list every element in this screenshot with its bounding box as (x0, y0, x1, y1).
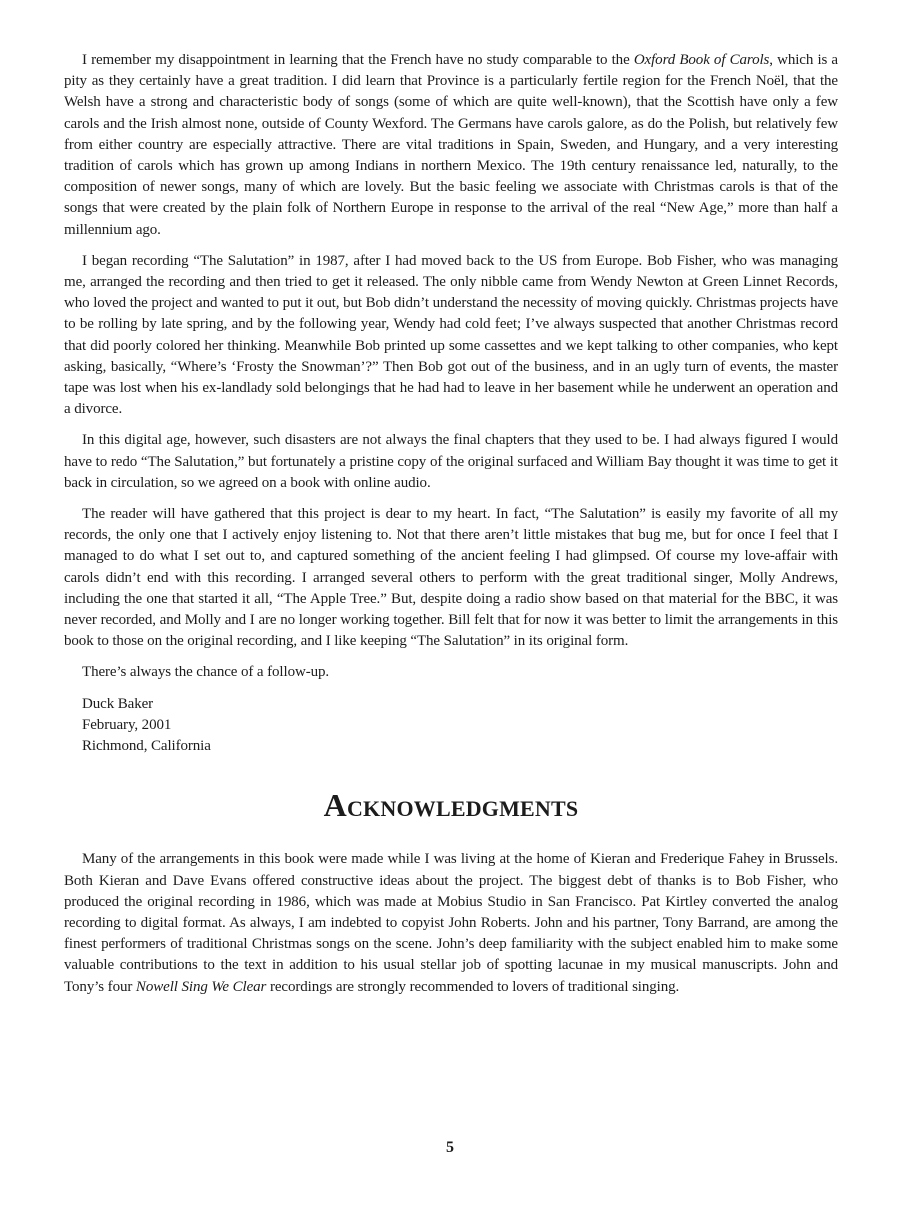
signature-place: Richmond, California (82, 738, 211, 755)
paragraph: I remember my disappointment in learning that the French have no study comparable to the Oxford Book of Carols, which is a pity as they certainly have a great tradition. I did learn that Province is a particularly fertile region for the French Noël, that the Welsh have a strong and characteristic body of songs (some of which are quite well-known), that the Scottish have only a few carols and the Irish almost none, outside of County Wexford. The Germans have carols galore, as do the Polish, but relatively few from either country are especially attractive. There are vital traditions in Spain, Sweden, and Hungary, and a very interesting tradition of carols which has grown up among Indians in northern Mexico. The 19th century renaissance led, naturally, to the composition of newer songs, many of which are lovely. But the basic feeling we associate with Christmas carols is that of the songs that were created by the plain folk of Northern Europe in response to the arrival of the real “New Age,” more than half a millennium ago. (64, 52, 838, 238)
acknowledgments-paragraph: Many of the arrangements in this book were made while I was living at the home of Kieran and Frederique Fahey in Brussels. Both Kieran and Dave Evans offered constructive ideas about the project. The biggest debt of thanks is to Bob Fisher, who produced the original recording in 1986, which was made at Mobius Studio in San Francisco. Pat Kirtley converted the analog recording to digital format. As always, I am indebted to copyist John Roberts. John and his partner, Tony Barrand, are among the finest performers of traditional Christmas songs on the scene. John’s deep familiarity with the subject enabled him to make some valuable contributions to the text in addition to his usual stellar job of spotting lacunae in my musical manuscripts. John and Tony’s four Nowell Sing We Clear recordings are strongly recommended to lovers of traditional singing. (64, 851, 838, 995)
signature-date: February, 2001 (82, 716, 172, 733)
paragraph: The reader will have gathered that this project is dear to my heart. In fact, “The Salutation” is easily my favorite of all my records, the only one that I actively enjoy listening to. Not that there aren’t little mistakes that bug me, but for once I feel that I managed to do what I set out to, and captured something of the ancient feeling I had glimpsed. Of course my love-affair with carols didn’t end with this recording. I arranged several others to perform with the great traditional singer, Molly Andrews, including the one that started it all, “The Apple Tree.” But, despite doing a radio show based on that material for the BBC, it was never recorded, and Molly and I are no longer working together. Bill felt that for now it was better to limit the arrangements in this book to those on the original recording, and I like keeping “The Salutation” in its original form. (64, 506, 838, 650)
signature-name: Duck Baker (82, 695, 154, 712)
signature-block (82, 694, 838, 758)
album-title: Nowell Sing We Clear (135, 978, 267, 995)
paragraph: I began recording “The Salutation” in 1987, after I had moved back to the US from Europe. Bob Fisher, who was managing me, arranged the recording and then tried to get it released. The only nibble came from Wendy Newton at Green Linnet Records, who loved the project and wanted to put it out, but Bob didn’t understand the necessity of moving quickly. Christmas projects have to be rolling by late spring, and by the following year, Wendy had cold feet; I’ve always suspected that another Christmas record that did poorly colored her thinking. Meanwhile Bob printed up some cassettes and we kept talking to other companies, who kept asking, basically, “Where’s ‘Frosty the Snowman’?” Then Bob got out of the business, and in an ugly turn of events, the master tape was lost when his ex-landlady sold belongings that he had had to leave in her basement while he underwent an operation and a divorce. (64, 252, 838, 418)
section-heading: Acknowledgments (323, 787, 579, 824)
book-title: Oxford Book of Carols (633, 52, 770, 68)
body-text (64, 50, 838, 1008)
paragraph: In this digital age, however, such disasters are not always the final chapters that they used to be. I had always figured I would have to redo “The Salutation,” but fortunately a pristine copy of the original surfaced and William Bay thought it was time to get it back in circulation, so we agreed on a book with online audio. (64, 432, 838, 491)
paragraph: There’s always the chance of a follow-up. (82, 664, 330, 681)
page-number: 5 (446, 1139, 454, 1156)
